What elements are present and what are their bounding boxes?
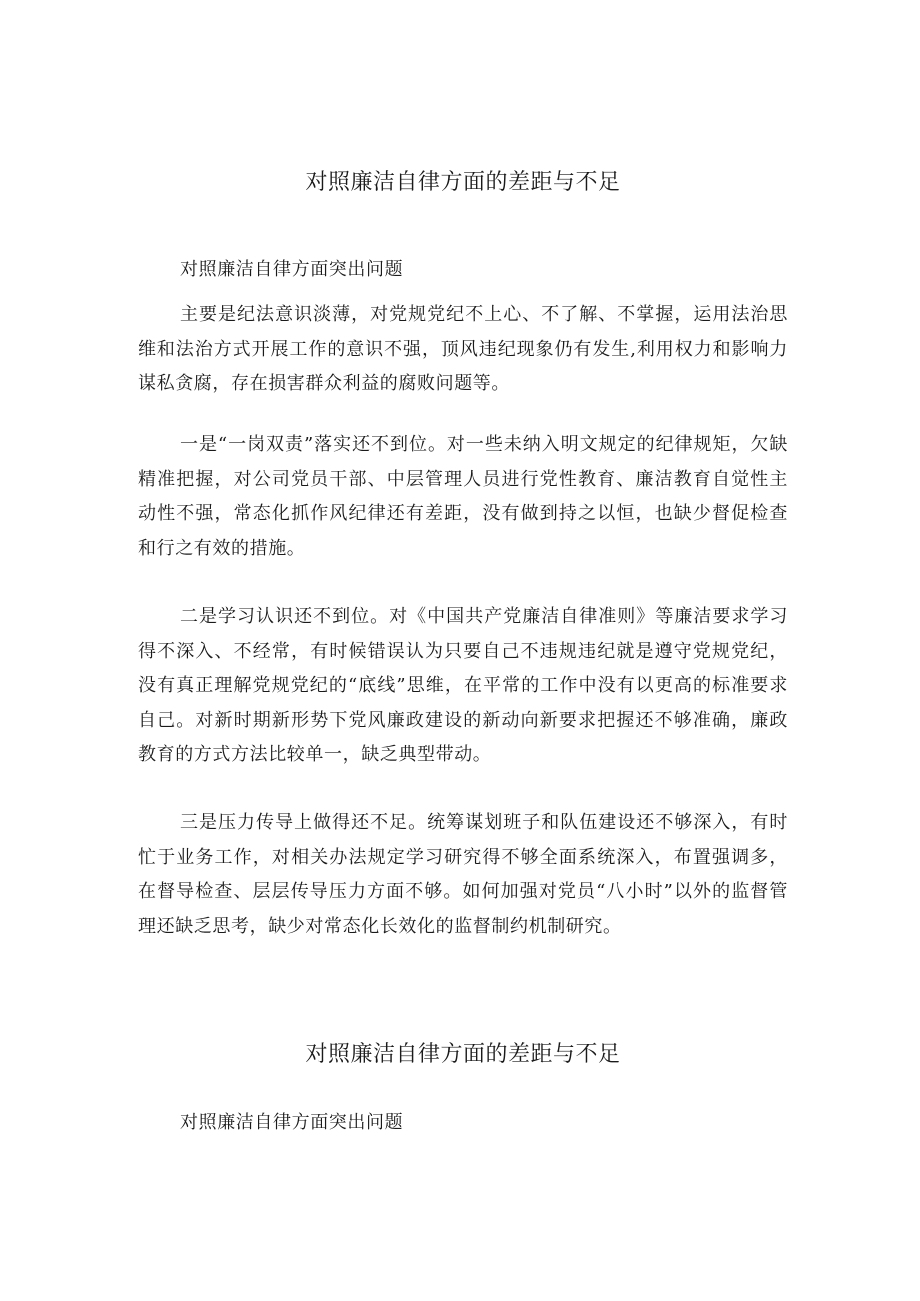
section-subtitle-repeat: 对照廉洁自律方面突出问题 [180,1112,404,1133]
paragraph-point-three: 三是压力传导上做得还不足。统筹谋划班子和队伍建设还不够深入，有时忙于业务工作，对相关办法规定学习研究得不够全面系统深入，布置强调多，在督导检查、层层传导压力方面不够。如何加强对党员“八小时”以外的监督管理还缺乏思考，缺少对常态化长效化的监督制约机制研究。 [138,812,788,937]
document-title: 对照廉洁自律方面的差距与不足 [305,170,621,195]
paragraph-point-one: 一是“一岗双责”落实还不到位。对一些未纳入明文规定的纪律规矩，欠缺精准把握，对公司党员干部、中层管理人员进行党性教育、廉洁教育自觉性主动性不强，常态化抓作风纪律还有差距，没有做到持之以恒，也缺少督促检查和行之有效的措施。 [138,434,788,559]
document-title-repeat: 对照廉洁自律方面的差距与不足 [305,1042,621,1067]
section-subtitle: 对照廉洁自律方面突出问题 [180,259,404,280]
paragraph-point-two: 二是学习认识还不到位。对《中国共产党廉洁自律准则》等廉洁要求学习得不深入、不经常，有时候错误认为只要自己不违规违纪就是遵守党规党纪，没有真正理解党规党纪的“底线”思维，在平常的工作中没有以更高的标准要求自己。对新时期新形势下党风廉政建设的新动向新要求把握还不够准确，廉政教育的方式方法比较单一，缺乏典型带动。 [138,606,788,765]
paragraph-summary: 主要是纪法意识淡薄，对党规党纪不上心、不了解、不掌握，运用法治思维和法治方式开展工作的意识不强，顶风违纪现象仍有发生,利用权力和影响力谋私贪腐，存在损害群众利益的腐败问题等。 [138,304,788,394]
